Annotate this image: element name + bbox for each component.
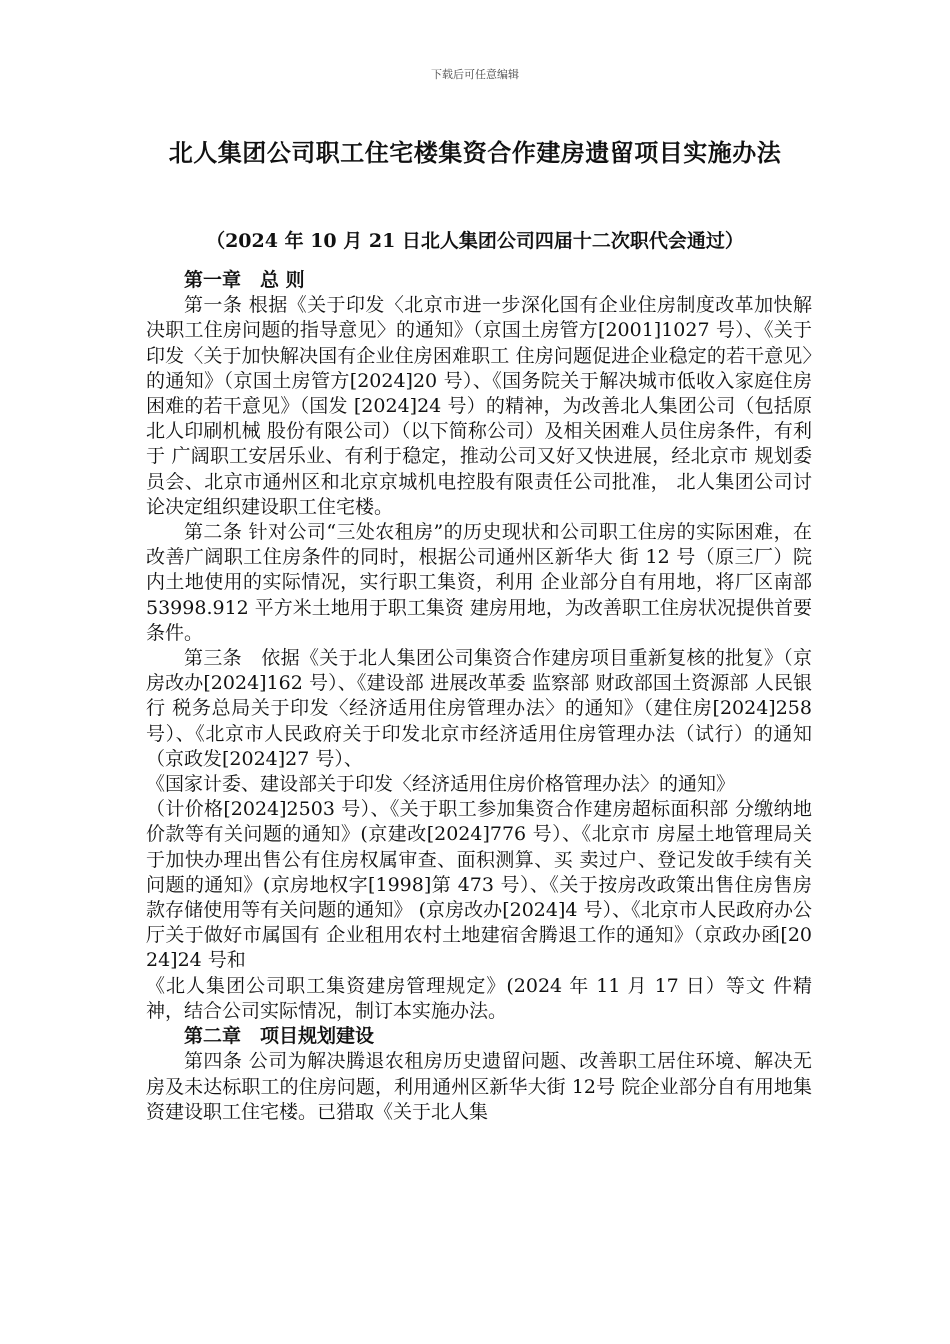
chapter-2-heading: 第二章 项目规划建设 — [184, 1025, 375, 1048]
article-3-continuation: （计价格[2024]2503 号）、《关于职工参加集资合作建房超标面积部 分缴纳地价款等有关问题的通知》(京建改[2024]776 号）、《北京市 房屋土地管理局关于加快办理出售公有住房权属审查、面积测算、买 卖过户、登记发敀手续有关问题的通知》(京房地权字[1998]第 473 号）、《关于按房改政策出售住房售房款存储使用等有关问题的通知》 (京房改办[2024]4 号）、《北京市人民政府办公厅关于做好市属国有 企业租用农村土地建宿舍腾退工作的通知》（京政办函[2024]24 号和 — [146, 798, 812, 972]
article-2: 第二条 针对公司“三处农租房”的历史现状和公司职工住房的实际困难，在改善广阔职工住房条件的同时，根据公司通州区新华大 街 12 号（原三厂）院内土地使用的实际情况，实行职工集资，利用 企业部分自有用地，将厂区南部 53998.912 平方米土地用于职工集资 建房用地，为改善职工住房状况提供首要条件。 — [146, 521, 812, 644]
document-subtitle: （2024 年 10 月 21 日北人集团公司四届十二次职代会通过） — [206, 230, 744, 252]
article-3-continuation: 《北人集团公司职工集资建房管理规定》(2024 年 11 月 17 日）等文 件精神，结合公司实际情况，制订本实施办法。 — [146, 974, 812, 1022]
chapter-1-heading: 第一章 总 则 — [184, 269, 305, 291]
document-body — [146, 268, 812, 1125]
article-3-continuation: 《国家计委、建设部关于印发〈经济适用住房价格管理办法〉的通知》 — [146, 773, 736, 796]
document-title: 北人集团公司职工住宅楼集资合作建房遗留项目实施办法 — [168, 138, 782, 167]
article-3: 第三条 依据《关于北人集团公司集资合作建房项目重新复核的批复》（京房改办[2024]162 号）、《建设部 进展改革委 监察部 财政部国土资源部 人民银行 税务总局关于印发〈经济适用住房管理办法〉的通知》（建住房[2024]258 号）、《北京市人民政府关于印发北京市经济适用住房管理办法（试行）的通知（京政发[2024]27 号）、 — [146, 647, 812, 770]
article-4: 第四条 公司为解决腾退农租房历史遗留问题、改善职工居住环境、解决无房及未达标职工的住房问题，利用通州区新华大街 12号 院企业部分自有用地集资建设职工住宅楼。已猎取《关于北人集 — [146, 1050, 812, 1123]
article-1: 第一条 根据《关于印发〈北京市进一步深化国有企业住房制度改革加快解决职工住房问题的指导意见〉的通知》（京国土房管方[2001]1027 号）、《关于印发〈关于加快解决国有企业住房困难职工 住房问题促进企业稳定的若干意见〉的通知》（京国土房管方[2024]20 号）、《国务院关于解决城市低收入家庭住房困难的若干意见》（国发 [2024]24 号）的精神，为改善北人集团公司（包括原北人印刷机械 股份有限公司）（以下简称公司）及相关困难人员住房条件，有利于 广阔职工安居乐业、有利于稳定，推动公司又好又快进展，经北京市 规划委员会、北京市通州区和北京京城机电控股有限责任公司批准， 北人集团公司讨论决定组织建设职工住宅楼。 — [146, 294, 812, 518]
header-note: 下载后可任意编辑 — [431, 68, 519, 81]
